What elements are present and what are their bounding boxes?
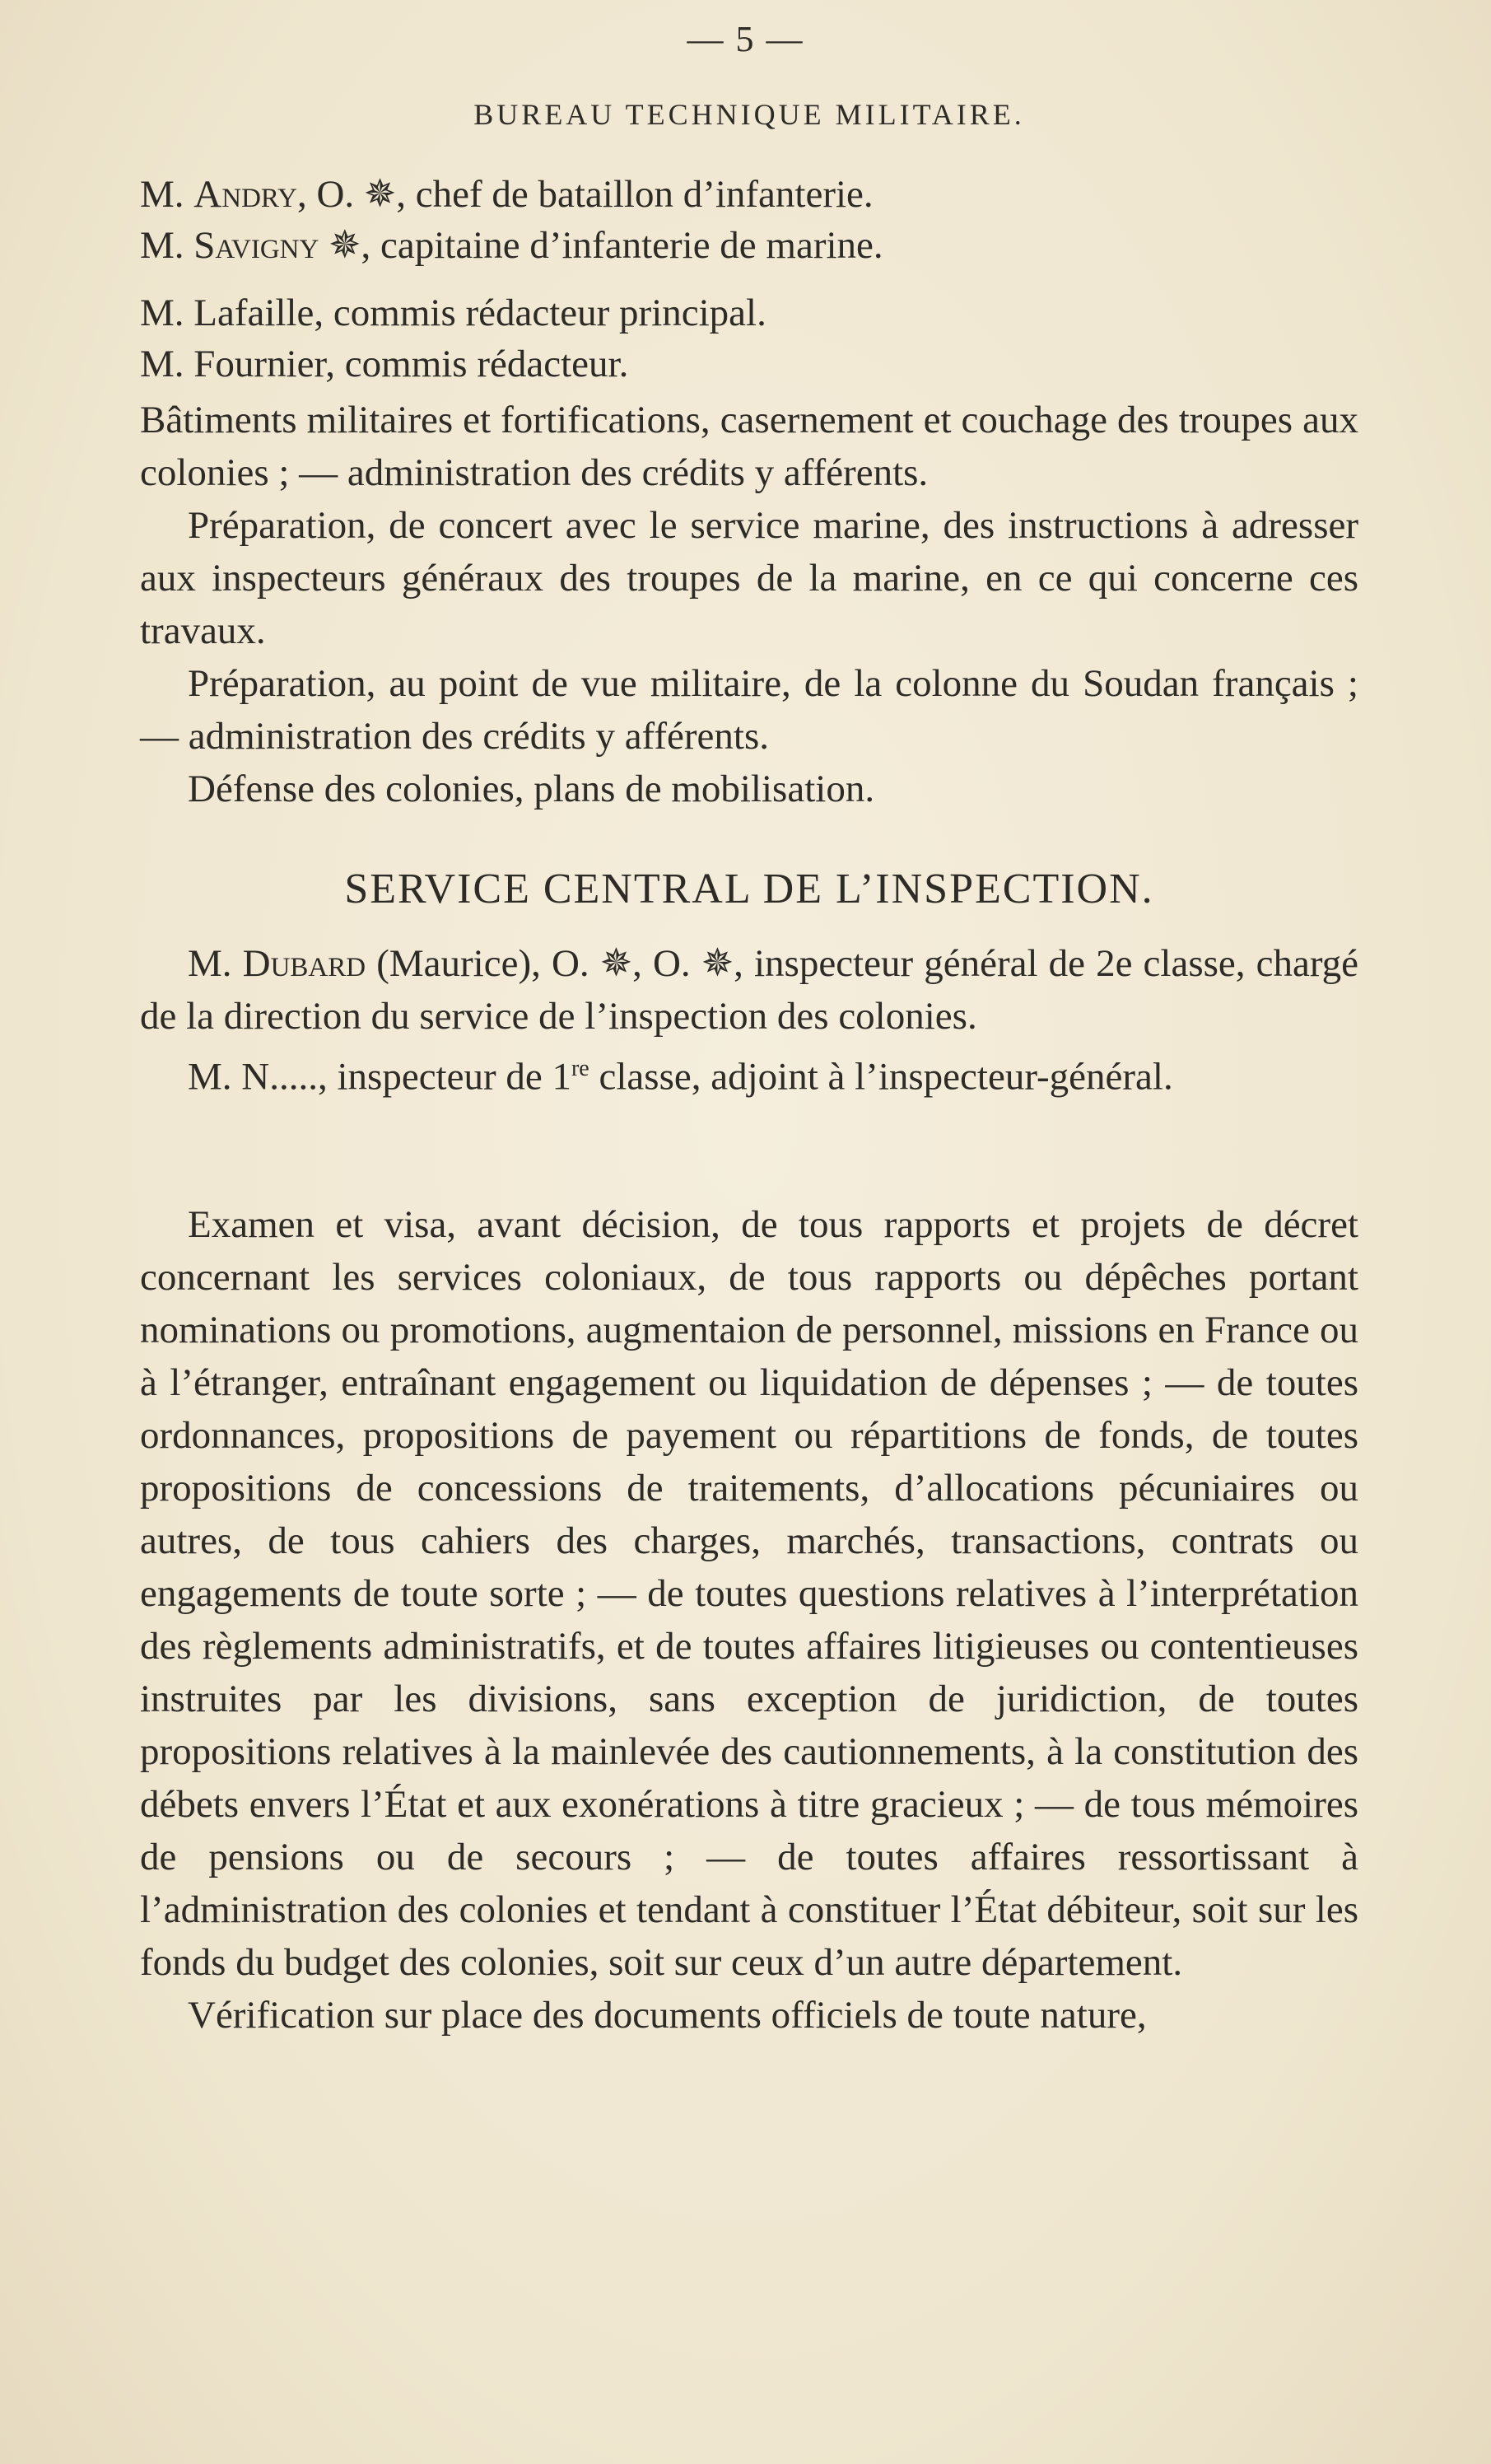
title-prefix: M. bbox=[140, 292, 194, 334]
ordinal-superscript: re bbox=[571, 1056, 589, 1081]
personnel-entry bbox=[140, 169, 1358, 220]
inspector-entry bbox=[140, 1043, 1358, 1104]
duty-paragraph: Vérification sur place des documents officiels de toute nature, bbox=[188, 1994, 1147, 2037]
bureau-duties bbox=[140, 394, 1358, 815]
title-prefix: M. bbox=[140, 343, 194, 385]
title-prefix: M. bbox=[188, 942, 243, 985]
title-prefix: M. bbox=[140, 224, 194, 267]
person-role: Fournier, commis rédacteur. bbox=[193, 343, 629, 385]
inspection-section bbox=[140, 865, 1358, 913]
duty-paragraph: Préparation, de concert avec le service marine, des instructions à adresser aux inspecteurs généraux des troupes de la marine, en ce qui concerne ces travaux. bbox=[140, 504, 1358, 652]
person-name: Savigny bbox=[193, 224, 319, 267]
bureau-heading: BUREAU TECHNIQUE MILITAIRE. bbox=[473, 98, 1025, 131]
personnel-entry bbox=[140, 338, 1358, 390]
person-role: M. N....., inspecteur de 1 bbox=[188, 1055, 571, 1099]
duty-paragraph: Examen et visa, avant décision, de tous rapports et projets de décret concernant les services coloniaux, de tous rapports ou dépêches portant nominations ou promotions, augmentaion de personnel, missions en France ou à l’étranger, entraînant engagement ou liquidation de dépenses ; — de toutes ordonnances, propositions de payement ou répartitions de fonds, de toutes propositions de concessions de traitements, d’allocations pécuniaires ou autres, de tous cahiers des charges, marchés, transactions, contrats ou engagements de toute sorte ; — de toutes questions relatives à l’interprétation des règlements administratifs, et de toutes affaires litigieuses ou contentieuses instruites par les divisions, sans exception de juridiction, de toutes propositions relatives à la mainlevée des cautionnements, à la constitution des débets envers l’État et aux exonérations à titre gracieux ; — de tous mémoires de pensions ou de secours ; — de toutes affaires ressortissant à l’administration des colonies et tendant à constituer l’État débiteur, soit sur les fonds du budget des colonies, soit sur ceux d’un autre département. bbox=[140, 1203, 1358, 1984]
inspection-personnel bbox=[140, 937, 1358, 1104]
person-name: Andry bbox=[193, 173, 297, 216]
duty-paragraph: Préparation, au point de vue militaire, de la colonne du Soudan français ; — administration des crédits y afférents. bbox=[140, 662, 1358, 758]
person-name: Dubard bbox=[242, 942, 366, 985]
bureau-section bbox=[140, 97, 1358, 132]
personnel-entry bbox=[140, 287, 1358, 338]
section-title: SERVICE CENTRAL DE L’INSPECTION. bbox=[344, 866, 1154, 912]
personnel-entry bbox=[140, 220, 1358, 271]
person-role: ✵, capitaine d’infanterie de marine. bbox=[319, 224, 883, 267]
duty-paragraph: Bâtiments militaires et fortifications, casernement et couchage des troupes aux colonies ; — administration des crédits y afférents. bbox=[140, 399, 1358, 494]
title-prefix: M. bbox=[140, 173, 194, 216]
inspection-duties bbox=[140, 1198, 1358, 2042]
page-number: — 5 — bbox=[687, 19, 804, 59]
inspector-entry bbox=[140, 937, 1358, 1043]
person-role: (Maurice), O. ✵, O. ✵, inspecteur général de 2e classe, chargé de la direction du service de l’inspection des colonies. bbox=[140, 942, 1358, 1038]
duty-paragraph: Défense des colonies, plans de mobilisation. bbox=[188, 768, 875, 810]
bureau-personnel bbox=[140, 169, 1358, 390]
person-role: Lafaille, commis rédacteur principal. bbox=[193, 292, 766, 334]
person-role: , O. ✵, chef de bataillon d’infanterie. bbox=[296, 173, 874, 216]
person-role-continued: classe, adjoint à l’inspecteur-général. bbox=[589, 1055, 1173, 1099]
